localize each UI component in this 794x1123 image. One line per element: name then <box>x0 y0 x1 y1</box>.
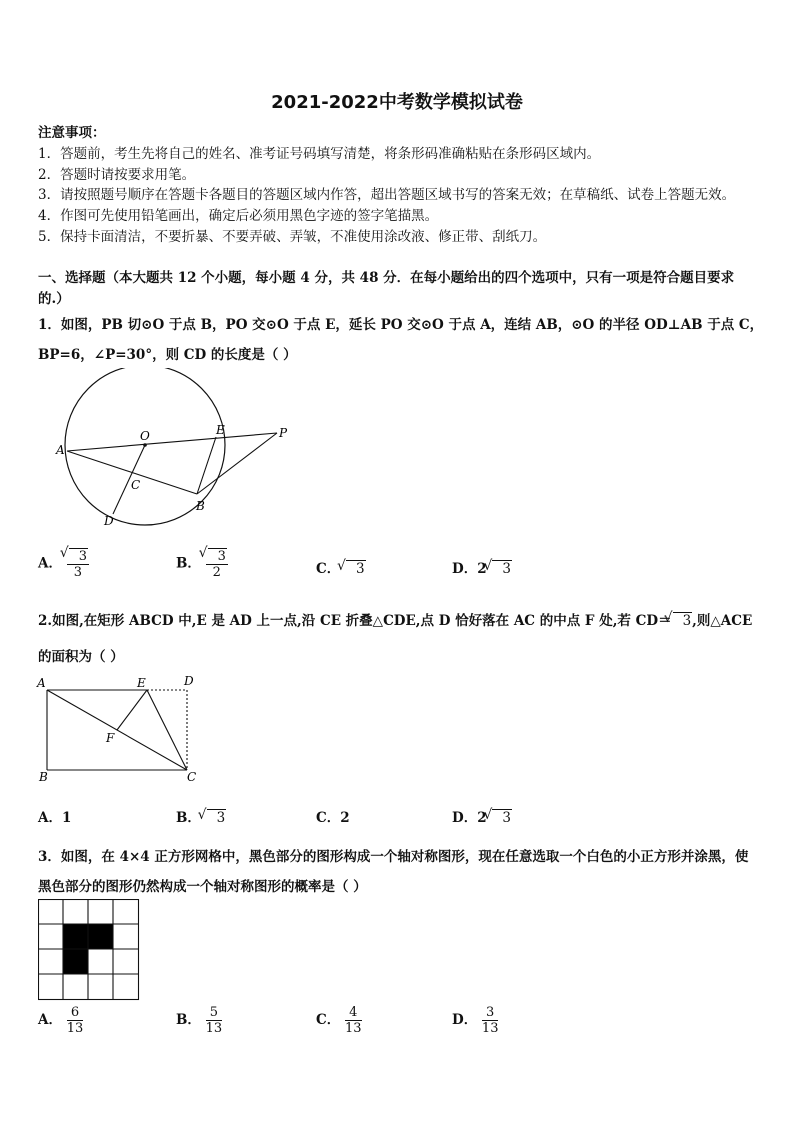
q3-option-a[interactable] <box>38 1005 83 1036</box>
label-point: E <box>216 423 225 437</box>
q1-text-cont: BP=6，∠P=30°，则 CD 的长度是（ ） <box>38 347 297 363</box>
q3-text-cont: 黑色部分的图形仍然构成一个轴对称图形的概率是（ ） <box>38 879 367 895</box>
notice-item: 4．作图可先使用铅笔画出，确定后必须用黑色字迹的签字笔描黑。 <box>38 208 439 224</box>
label-point: E <box>137 676 146 690</box>
radicand: 3 <box>217 549 226 564</box>
q2-option-c[interactable]: C．2 <box>316 810 350 826</box>
q2-text-part: 2.如图,在矩形 ABCD 中,E 是 AD 上一点,沿 CE 折叠△CDE,点 D 恰好落在 AC 的中点 F 处,若 CD＝ <box>38 613 672 629</box>
q3-option-d[interactable] <box>452 1005 498 1036</box>
q1-option-c[interactable] <box>316 557 366 577</box>
q2-text-cont: 的面积为（ ） <box>38 649 124 665</box>
denominator: 13 <box>344 1021 362 1036</box>
section-heading: 一、选择题（本大题共 12 个小题，每小题 4 分，共 48 分．在每小题给出的四个选项中，只有一项是符合题目要求 <box>38 270 735 286</box>
label-point: D <box>104 514 114 528</box>
q3-grid-figure <box>38 899 140 1001</box>
q2-rectangle-figure <box>34 672 206 786</box>
q2-option-b[interactable] <box>176 806 226 826</box>
q3-text: 3．如图，在 4×4 正方形网格中，黑色部分的图形构成一个轴对称图形，现在任意选取一个白色的小正方形并涂黑，使 <box>38 849 749 865</box>
radicand: 3 <box>78 549 87 564</box>
option-letter: B． <box>176 1012 201 1028</box>
denominator: 3 <box>73 565 82 580</box>
radicand: 3 <box>216 810 226 826</box>
numerator: 5 <box>206 1005 223 1021</box>
numerator: 4 <box>345 1005 362 1021</box>
q2-text <box>38 609 752 629</box>
notice-item: 3．请按照题号顺序在答题卡各题目的答题区域内作答，超出答题区域书写的答案无效；在草稿纸、试卷上答题无效。 <box>38 187 736 203</box>
q1-option-d[interactable] <box>452 557 512 577</box>
notice-item: 5．保持卡面清洁，不要折暴、不要弄破、弄皱，不准使用涂改液、修正带、刮纸刀。 <box>38 229 547 245</box>
denominator: 2 <box>212 565 221 580</box>
label-point: A <box>56 443 65 457</box>
fraction <box>206 1005 223 1036</box>
coefficient: 2 <box>477 810 487 826</box>
radicand: 3 <box>355 561 365 577</box>
fraction <box>206 548 228 580</box>
fraction <box>67 548 89 580</box>
radicand: 3 <box>502 810 511 826</box>
label-point: P <box>279 426 288 440</box>
denominator: 13 <box>66 1021 84 1036</box>
option-letter: B． <box>176 810 201 826</box>
option-letter: C． <box>316 561 341 577</box>
q1-option-a[interactable] <box>38 548 89 580</box>
label-point: C <box>131 478 141 492</box>
option-letter: D． <box>452 561 478 577</box>
q2-option-a[interactable]: A．1 <box>38 810 72 826</box>
radicand: 3 <box>682 613 692 629</box>
fraction <box>482 1005 499 1036</box>
page-title: 2021-2022中考数学模拟试卷 <box>271 92 523 113</box>
numerator: 6 <box>67 1005 84 1021</box>
denominator: 13 <box>481 1021 499 1036</box>
option-letter: D． <box>452 810 478 826</box>
label-point: D <box>184 674 194 688</box>
coefficient: 2 <box>477 561 487 577</box>
section-heading-cont: 的.） <box>38 291 70 307</box>
option-letter: A． <box>38 555 62 572</box>
label-point: A <box>37 676 46 690</box>
q3-option-b[interactable] <box>176 1005 222 1036</box>
label-point: C <box>187 770 197 784</box>
notice-heading: 注意事项： <box>38 125 106 141</box>
fraction <box>67 1005 84 1036</box>
label-point: B <box>196 499 205 513</box>
denominator: 13 <box>205 1021 223 1036</box>
radicand: 3 <box>502 561 511 577</box>
option-letter: B． <box>176 555 201 572</box>
numerator: 3 <box>482 1005 499 1021</box>
q3-option-c[interactable] <box>316 1005 362 1036</box>
q2-option-d[interactable] <box>452 806 512 826</box>
label-point: O <box>140 429 150 443</box>
notice-item: 2．答题时请按要求用笔。 <box>38 167 196 183</box>
option-letter: D． <box>452 1012 478 1028</box>
label-point: B <box>39 770 48 784</box>
q1-circle-figure <box>50 368 295 533</box>
option-letter: A． <box>38 1012 62 1028</box>
option-letter: C． <box>316 1012 341 1028</box>
fraction <box>345 1005 362 1036</box>
q2-text-part: ,则△ACE <box>692 613 753 629</box>
label-point: F <box>106 731 115 745</box>
q1-text: 1．如图，PB 切⊙O 于点 B，PO 交⊙O 于点 E，延长 PO 交⊙O 于点 A，连结 AB，⊙O 的半径 OD⊥AB 于点 C， <box>38 317 764 333</box>
q1-option-b[interactable] <box>176 548 228 580</box>
notice-item: 1．答题前，考生先将自己的姓名、准考证号码填写清楚，将条形码准确粘贴在条形码区域内。 <box>38 146 601 162</box>
